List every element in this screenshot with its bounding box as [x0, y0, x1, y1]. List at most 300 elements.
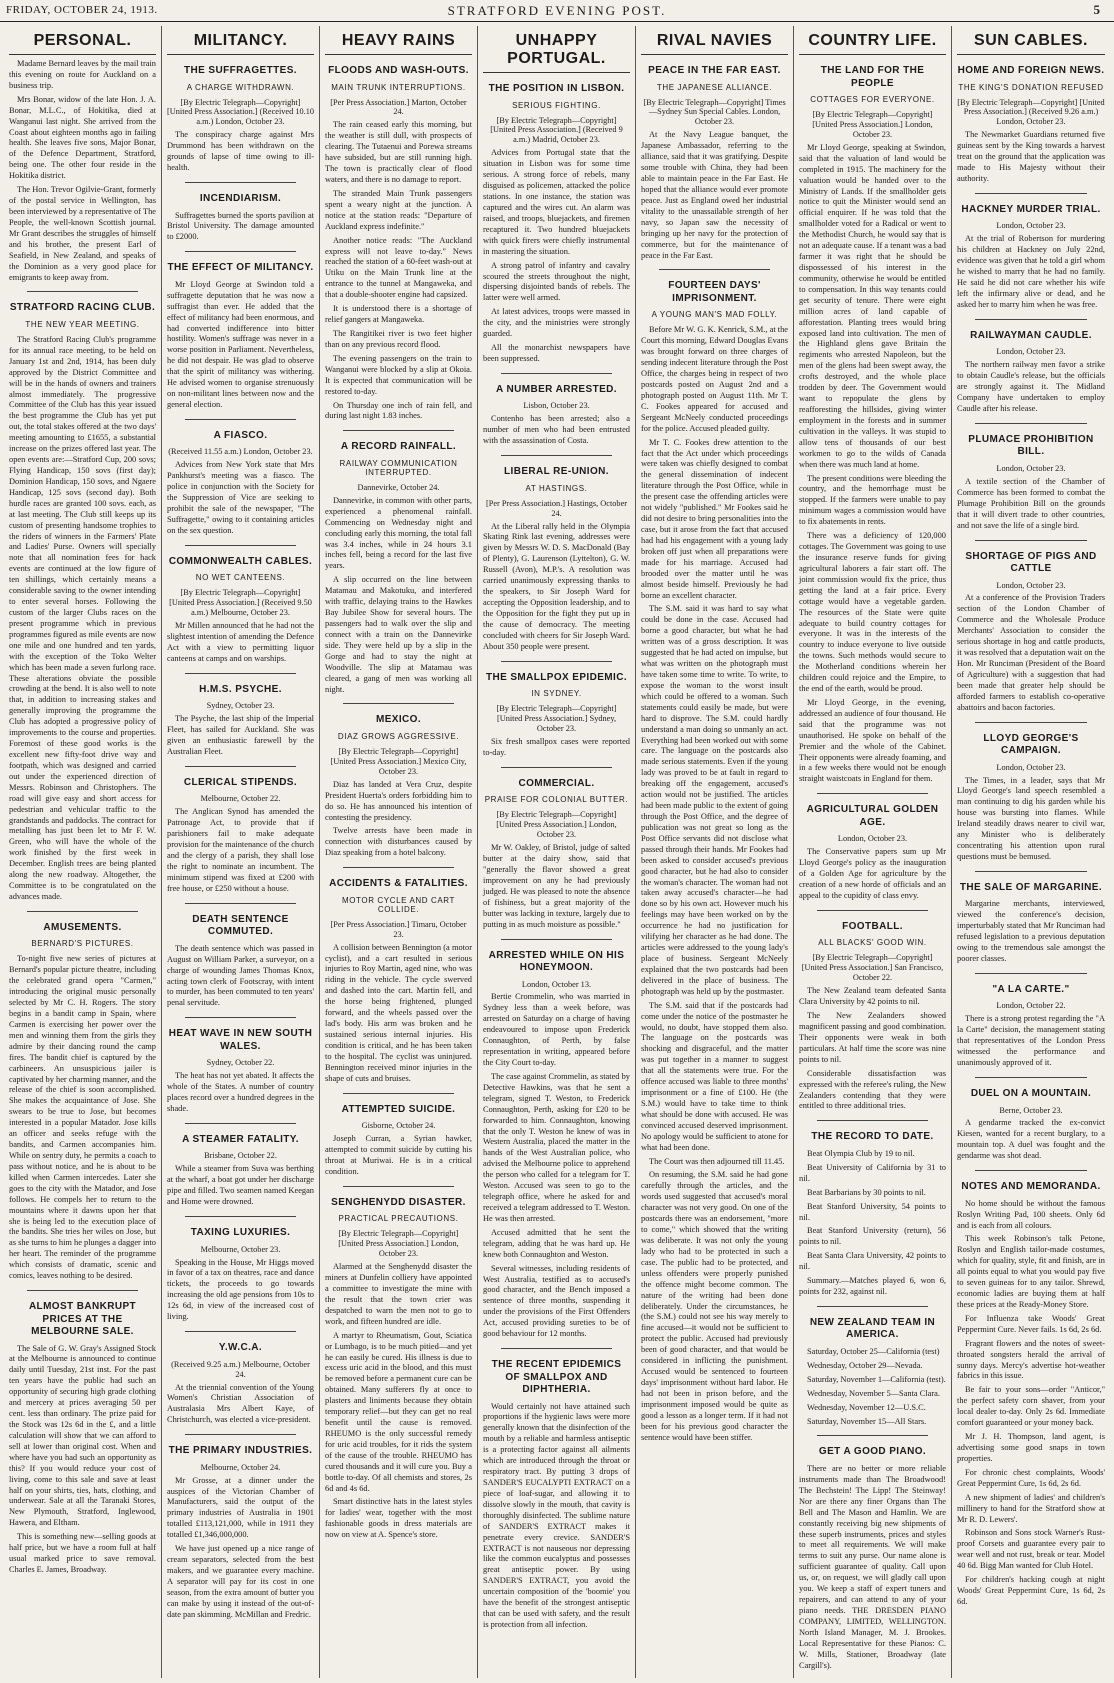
article-subtitle: THE JAPANESE ALLIANCE.	[656, 82, 773, 92]
article-title: COMMONWEALTH CABLES.	[168, 555, 313, 567]
article-paragraph: The evening passengers on the train to Wanganui were blocked by a slip at Okoia. It is expected that communication will be restored to-day.	[325, 353, 472, 396]
article-paragraph: Several witnesses, including residents of West Australia, testified as to accused's good character, and the Bench imposed a sentence of three months, suspending it under the provisions of the First Offenders Act, accused providing sureties to be of good behaviour for 12 months.	[483, 1263, 630, 1339]
article-dateline: London, October 23.	[996, 221, 1066, 231]
article-dateline: Melbourne, October 23.	[200, 1244, 281, 1254]
article-dateline: [By Electric Telegraph—Copyright] Times—Sydney Sun Special Cables. London, October 23.	[643, 97, 786, 127]
column-headline: SUN CABLES.	[957, 26, 1105, 55]
article-subtitle: THE KING'S DONATION REFUSED	[958, 82, 1104, 92]
column-7	[952, 26, 1110, 1678]
article-title: STRATFORD RACING CLUB.	[9, 302, 156, 314]
article-divider	[975, 722, 1087, 723]
article-title: Y.W.C.A.	[218, 1342, 263, 1354]
article	[483, 767, 630, 931]
article-divider	[27, 1290, 138, 1291]
article-title: H.M.S. PSYCHE.	[199, 683, 282, 695]
article-paragraph: Beat Barbarians by 30 points to nil.	[807, 1187, 926, 1197]
article	[799, 910, 946, 1113]
article	[325, 65, 472, 422]
article-dateline: London, October 23.	[837, 834, 908, 844]
article-subtitle: THE NEW YEAR MEETING.	[25, 319, 140, 329]
article-paragraph: Madame Bernard leaves by the mail train this evening on route for Auckland on a business trip.	[9, 59, 156, 90]
article-paragraph: This is something new—selling goods at half price, but we have a room full at half usual marked price to save removal. Charles E. James, Broadway.	[9, 1532, 156, 1574]
article-divider	[27, 911, 138, 912]
article-paragraph: The stranded Main Trunk passengers spent a weary night at the junction. A notice at the station reads: "Departure of Auckland express indefinite."	[325, 188, 472, 231]
article-title: COMMERCIAL.	[518, 777, 595, 789]
article-title: MEXICO.	[375, 714, 422, 726]
article-paragraph: Wednesday, November 12—U.S.C.	[807, 1402, 926, 1412]
article-divider	[185, 545, 296, 546]
article	[641, 269, 788, 1443]
article-paragraph: Advices from New York state that Mrs Pankhurst's meeting was a fiasco. The police in conjunction with the Society for the Suppression of Vice are seeking to prohibit the sale of the newspaper, "The Suffragette," owing to it containing articles on the sex question.	[167, 460, 314, 535]
article	[957, 1170, 1105, 1608]
article	[483, 373, 630, 447]
article-paragraph: The case against Crommelin, as stated by Detective Hawkins, was that he sent a telegram, signed T. Weston, to Frederick Connaughton, Perth, asking for £20 to be forwarded to him. Connaughton, knowing that the only T. Weston he knew of was in Western Australia, placed the matter in the hands of the West Australian police, who advised the Melbourne police to apprehend the person who called for a telegram for T. Weston. Accused was seen to go to the telegraph office, where he asked for and received a telegram addressed to T. Weston. He was then arrested.	[483, 1071, 630, 1223]
article	[957, 423, 1105, 532]
article-paragraph: There is a strong protest regarding the "A la Carte" decision, the management stating that representatives of the London Press witnessed the performance and unanimously approved of it.	[957, 1014, 1105, 1068]
article-paragraph: The rain ceased early this morning, but the weather is still dull, with prospects of clearing. The Tutaenui and Porewa streams have subsided, but are still running high. The town is practically clear of flood waters, and there is no damage to report.	[325, 120, 472, 185]
page-number: 5	[1093, 2, 1100, 17]
article	[9, 911, 156, 1282]
article-divider	[817, 1435, 928, 1436]
article-paragraph: The S.M. said it was hard to say what could be done in the case. Accused had borne a good character, but what he had written was of a gross description. It was suggested that he had acted on impulse, but what was written on the photograph must have taken some time to write. To write, to expose the woman to the worst insult which could be offered to a woman. Such statements could easily be made, but were hard to disprove. The S.M. could hardly understand a man doing so unmanly an act. Everything had been worked out with some care. The language on the postcards also made serious statements. Even if the young lady was proved to be at fault in regard to breaking off the engagement, accused's action would not be justified. The articles had been made public to the extent of going through the Post Office, and the degree of publication was not great so long as the Post Office servants did not disclose what passed through their hands. Mr Fookes had been asked to consider accused's previous good character, but he had also to consider the woman's character. The woman had not taken away accused's character—he had done so by his own act. However much his feelings may have been worked on by the occurrence he had no justification for vilifying her character as he had done. The articles were addressed to the young lady's place of business. Sergeant McNeely explained that the two postcards had been delivered in the place of business. The photograph was held up by the postmaster.	[641, 604, 788, 996]
article-subtitle: MAIN TRUNK INTERRUPTIONS.	[331, 82, 466, 92]
article	[799, 1435, 946, 1671]
article-dateline: [By Electric Telegraph—Copyright] [United Press Association.] (Received 9 a.m.) Madrid, October 23.	[490, 115, 623, 145]
article-paragraph: At the triennial convention of the Young Women's Christian Association of Australasia Mrs Albert Kaye, of Christchurch, was elected a vice-president.	[167, 1382, 314, 1425]
article-subtitle: A CHARGE WITHDRAWN.	[186, 82, 295, 92]
article-paragraph: The Anglican Synod has amended the Patronage Act, to provide that if parishioners fail to make adequate provision for the maintenance of the church and the clergy of a parish, they shall lose the right to nominate an incumbent. The minimum stipend was fixed at £200 with free house, or £250 without a house.	[167, 807, 314, 893]
article-paragraph: Before Mr W. G. K. Kenrick, S.M., at the Court this morning, Edward Douglas Evans was brought forward on three charges of sending indecent literature through the Post Office, the charges being in respect of two postcards posted on August 2nd and a photograph posted on August 11th. Mr T. C. Fookes appeared for accused and Sergeant McNeely conducted proceedings for the police. Accused pleaded guilty.	[641, 325, 788, 433]
article	[167, 65, 314, 174]
article-subtitle: BERNARD'S PICTURES.	[31, 939, 134, 949]
article-divider	[185, 1123, 296, 1124]
article-paragraph: Mr W. Oakley, of Bristol, judge of salted butter at the dairy show, said that "generally the flavor showed a great improvement on any he had previously judged. He was pleased to note the absence of fishiness, but a great majority of the butter was lacking in texture, largely due to putting in as much moisture as possible."	[483, 843, 630, 929]
article-divider	[185, 673, 296, 674]
article-dateline: [By Electric Telegraph—Copyright] [United Press Association.] Sydney, October 23.	[496, 704, 617, 733]
article	[167, 545, 314, 665]
article-divider	[975, 1077, 1087, 1078]
article-dateline: [By Electric Telegraph—Copyright] [United Press Association.] London, October 23.	[338, 1229, 459, 1259]
article-divider	[659, 269, 770, 270]
article	[483, 939, 630, 1341]
article-divider	[817, 1306, 928, 1307]
article	[167, 1017, 314, 1115]
article-title: HEAT WAVE IN NEW SOUTH WALES.	[168, 1028, 313, 1052]
article-title: CLERICAL STIPENDS.	[183, 776, 298, 788]
article	[9, 291, 156, 902]
article-title: SHORTAGE OF PIGS AND CATTLE	[965, 550, 1097, 574]
article-paragraph: This week Robinson's talk Petone, Roslyn and English tailor-made costumes, which for quality, style, fit and finish, are in all points equal to what you would pay five to seven guineas for to any tailor. Shrewd, economic ladies are buying them at half these prices at the Ready-Money Store.	[957, 1234, 1105, 1309]
article-title: A STEAMER FATALITY.	[182, 1133, 299, 1145]
article-paragraph: Be fair to your sons—order "Anticor," the perfect safety corn shaver, from your local dealer to-day. Only 2s 6d. Immediate comfort guaranteed or your money back.	[957, 1385, 1105, 1428]
article	[167, 1434, 314, 1620]
article-paragraph: The Stratford Racing Club's programme for its annual race meeting, to be held on January 1st and 2nd, 1914, has been duly approved by the District Committee and will be in the hands of owners and trainers almost immediately. The progressive Committee of the Club has this year issued the best programme the Club has yet put out, the total stakes offered at the two days' meeting amounting to £1655, a substantial increase on the prizes offered last year. The open events are:—Stratford Cup, 200 sovs; Flying Handicap, 150 sovs (first day); Dominion Handicap, 150 sovs, and Ngaere Handicap, 125 sovs (second day). Both hurdle races are granted 100 sovs. each, as at last meeting. The Club still keeps up its custom of presenting handsome trophies to the riders of winners in the Farmers' Plate and Ladies' Purse. Owners will specially note that all nomination fees for hack events are continued at the low figure of ten shillings, which certainly means a considerable saving to the owner intending to enter several horses. Following the custom of the larger Clubs races on the present programme which in previous programmes figured as mile events are now one mile and one hundred and ten yards, with the exception of the Toko Welter which has been made a seven furlong race. These alterations obviate the possible crowding at the bend. It is also well to note that, in addition to increasing stakes and generally improving the programme the Club has adopted a progressive policy of improvements to the course and properties. Foremost of these good works is the excellent new fifty-foot drive way and footpath, which was designed and carried out under the experienced direction of Messrs. Robinson and Christophers. The road will give easy and short access for pedestrian and vehicular traffic to the grandstands and paddocks. The contract for metalling has just been let to Mr F. W. Green, who will have the whole of the work finished by the first week in December. English trees are being planted along the new roadway. Altogether, the Committee is to be congratulated on the advances made.	[9, 334, 156, 901]
article-paragraph: There are no better or more reliable instruments made than The Broadwood! The Bechstein! The Lipp! The Steinway! Nor are there any finer Organs than The Bell and The Mason and Hamlin. We are constantly receiving big new shipments of these superb instruments, prices and styles to meet all requirements. We will make terms to suit any purse. Our name alone is sufficient guarantee of quality. Call upon us, or, on request, we will gladly call upon you. We keep a staff of expert tuners and repairers, and can attend to any of your piano needs. THE DRESDEN PIANO COMPANY, LIMITED, WELLINGTON. North Island Manager, M. J. Brookes. Local Representative for these Pianos: C. W. Mills, Stationer, Broadway (late Cargill's).	[799, 1463, 946, 1670]
article-divider	[27, 291, 138, 292]
article	[167, 182, 314, 243]
article-title: FOOTBALL.	[842, 920, 903, 932]
article-paragraph: Mr Millen announced that he had not the slightest intention of amending the Defence Act with a view to permitting liquor canteens at camps and on warships.	[167, 621, 314, 663]
article-title: THE RECENT EPIDEMICS OF SMALLPOX AND DIPHTHERIA.	[491, 1359, 622, 1396]
article-dateline: Melbourne, October 22.	[200, 794, 281, 804]
article-paragraph: Margarine merchants, interviewed, viewed the conference's decision, imperturbably stated that Mr Runciman had refused legislation to a previous deputation owing to the tremendous sale amongst the poorer classes.	[957, 899, 1105, 964]
article-paragraph: A collision between Bennington (a motor cyclist), and a cart resulted in serious injuries to Roy Martin, aged nine, who was riding in the vehicle. The cycle swerved and dashed into the cart. Martin fell, and the horse being frightened, plunged forward, and the wheels passed over the lad's body. His arm was broken and he sustained serious internal injuries. His condition is critical, and he has been taken to the hospital. The cyclist was uninjured. Bennington received minor injuries in the shape of cuts and bruises.	[325, 942, 472, 1083]
article-paragraph: Beat Stanford University (return), 56 points to nil.	[799, 1226, 946, 1247]
column-headline: RIVAL NAVIES	[641, 26, 788, 55]
column-headline: UNHAPPY PORTUGAL.	[483, 26, 630, 73]
article-paragraph: The S.M. said that if the postcards had come under the notice of the postmaster he would, no doubt, have stopped them also. The language on the postcards was shocking and disgraceful, and the matter was put together in a manner to suggest that all the statements were true. For the offence accused was liable to three months' imprisonment or a fine of £100. He (the S.M.) would have to take time to think what should be done with accused. He was convinced accused deserved imprisonment. No apology would be sufficient to atone for what had been done.	[641, 1000, 788, 1152]
article-divider	[501, 939, 612, 940]
article	[483, 661, 630, 759]
article-divider	[343, 430, 454, 431]
article-title: THE LAND FOR THE PEOPLE	[820, 65, 925, 89]
article-paragraph: The Sale of G. W. Gray's Assigned Stock at the Melbourne is announced to continue daily until Tuesday, 21st inst. For the past ten years have the public had such an opportunity of securing high grade clothing and mercery at prices averaging 50 per cent. less than ordinary. The prize paid for the Stock was 12s 6d in the £, and a little calculation will show that we can afford to sell at lower than original cost. When and where have you had such an opportunity as this? If you would reduce your cost of living, come to this sale and save at least half on your shirts, ties, hats, clothing, and underwear. Sale at all the Taranaki Stores, New Plymouth, Stratford, Inglewood, Hawera, and Eltham.	[9, 1343, 156, 1528]
article-title: LLOYD GEORGE'S CAMPAIGN.	[983, 732, 1079, 757]
article-paragraph: At the Liberal rally held in the Olympia Skating Rink last evening, addresses were given by Messrs W. D. S. MacDonald (Bay of Plenty), G. Laurenson (Lyttelton), G. W. Russell (Avon), M.P.'s. A resolution was carried unanimously expressing thanks to the speakers, to Sir Joseph Ward for accepting the Opposition leadership, and to the Opposition for the fight they put up in the cause of democracy. The meeting concluded with cheers for Sir Joseph Ward. About 350 people were present.	[483, 521, 630, 651]
article-dateline: [Per Press Association.] Hastings, October 24.	[485, 498, 628, 518]
column-6	[794, 26, 952, 1678]
article-title: DUEL ON A MOUNTAIN.	[970, 1088, 1092, 1100]
article-title: FLOODS AND WASH-OUTS.	[328, 65, 469, 76]
article-dateline: [By Electric Telegraph—Copyright] [United Press Association.] Mexico City, October 23.	[330, 746, 467, 776]
article-paragraph: Advices from Portugal state that the situation in Lisbon was for some time serious. A strong force of rebels, many disguised as policemen, attacked the police stations. In one instance, the station was captured and the wires cut. An alarm was raised, and troops, bluejackets, and firemen recaptured it. Two hundred bluejackets with quick firers were chiefly instrumental in mastering the situation.	[483, 148, 630, 256]
article-title: INCENDIARISM.	[199, 193, 282, 205]
article-paragraph: Robinson and Sons stock Warner's Rust-proof Corsets and guarantee every pair to wear well and not rust, break or tear. Model 40 6d. Bigg Man wanted for Club Hotel.	[957, 1528, 1105, 1571]
article-title: A NUMBER ARRESTED.	[496, 383, 617, 395]
article-paragraph: Mrs Bonar, widow of the late Hon. J. A. Bonar, M.L.C., of Hokitika, died at Wanganui last night. She arrived from the Coast about eighteen months ago in failing health. She leaves five sons, Major Bonar, of the Defence Department, Stratford, being one. The other four reside in the Hokitika district.	[9, 94, 156, 181]
article-paragraph: Summary.—Matches played 6, won 6, points for 232, against nil.	[799, 1276, 946, 1297]
article	[483, 1348, 630, 1631]
article-title: THE RECORD TO DATE.	[811, 1131, 934, 1143]
article-subtitle: IN SYDNEY.	[531, 689, 582, 699]
article-divider	[185, 1216, 296, 1217]
article-dateline: Gisborne, October 24.	[361, 1121, 436, 1131]
article	[799, 1120, 946, 1298]
article-paragraph: Bertie Crommelin, who was married in Sydney less than a week before, was arrested on Saturday on a charge of having endeavoured to impose upon Frederick Connaughton, of Perth, by false representation in writing, appeared before the City Court to-day.	[483, 992, 630, 1067]
article-paragraph: All the monarchist newspapers have been suppressed.	[483, 343, 630, 363]
article-paragraph: The Court was then adjourned till 11.45.	[649, 1156, 785, 1166]
article-divider	[975, 319, 1087, 320]
article-title: THE PRIMARY INDUSTRIES.	[168, 1445, 313, 1457]
article	[957, 319, 1105, 415]
article-paragraph: For Influenza take Woods' Great Peppermint Cure. Never fails. 1s 6d, 2s 6d.	[957, 1313, 1105, 1334]
article	[799, 793, 946, 902]
article-divider	[817, 793, 928, 794]
article	[957, 193, 1105, 311]
article-dateline: [Per Press Association.] Marton, October 24.	[330, 97, 467, 117]
article-subtitle: PRAISE FOR COLONIAL BUTTER.	[484, 795, 629, 805]
article-dateline: London, October 23.	[996, 463, 1066, 473]
article-title: ALMOST BANKRUPT PRICES AT THE MELBOURNE SALE.	[28, 1301, 137, 1338]
article-title: THE SUFFRAGETTES.	[184, 65, 297, 76]
article	[799, 1306, 946, 1428]
article-dateline: London, October 23.	[996, 762, 1066, 772]
article-divider	[817, 910, 928, 911]
article-subtitle: MOTOR CYCLE AND CART COLLIDE.	[341, 895, 456, 914]
article	[167, 419, 314, 537]
article-title: ATTEMPTED SUICIDE.	[341, 1103, 456, 1115]
article	[325, 430, 472, 695]
article-paragraph: Mr Lloyd George, in the evening, addressed an audience of four thousand. He said that the programme was not unauthorised. He spoke on behalf of the Premier and the whole of the Cabinet. Their opponents were already foaming, and in a few weeks there would not be enough straight waistcoats in England for them.	[799, 697, 946, 784]
article-paragraph: The present conditions were bleeding the country, and the hemorrhage must be stopped. If the farmers were unable to pay minimum wages a commission would have to fix abatements in rents.	[799, 473, 946, 527]
column-headline: MILITANCY.	[167, 26, 314, 55]
article-paragraph: Fragrant flowers and the notes of sweet-throated songsters herald the arrival of sunny days. Mercy's advertise hot-weather fabrics in this issue.	[957, 1338, 1105, 1381]
article-paragraph: Considerable dissatisfaction was expressed with the referee's ruling, the New Zealanders contending that they were entitled to three additional tries.	[799, 1068, 946, 1111]
article-divider	[817, 1120, 928, 1121]
article	[325, 703, 472, 859]
article-paragraph: At a conference of the Provision Traders section of the London Chamber of Commerce and the Wholesale Produce Merchants' Association to consider the serious shortage in hog and cattle products, it was resolved that a deputation wait on the Hon. Mr Runciman (President of the Board of Agriculture) with a suggestion that had been made that greater help should be afforded farmers to establish co-operative abattoirs and bacon factories.	[957, 593, 1105, 712]
article-dateline: [Per Press Association.] Timaru, October 23.	[330, 919, 467, 939]
article	[9, 1290, 156, 1576]
article	[799, 65, 946, 785]
article-dateline: Sydney, October 23.	[206, 701, 275, 711]
article-dateline: [By Electric Telegraph—Copyright] [United Press Association.] (Received 10.10 a.m.) London, October 23.	[167, 97, 315, 127]
article-divider	[343, 1093, 454, 1094]
article-paragraph: The Psyche, the last ship of the Imperial Fleet, has sailed for Auckland. She was given an enthusiastic farewell by the Australian Fleet.	[167, 714, 314, 757]
article	[167, 1331, 314, 1426]
article-paragraph: There was a deficiency of 120,000 cottages. The Government was going to use the insurance reserve funds for giving agricultural laborers a fair start off. The joint commission would fix the price, thus getting the land at a fair price. Every cottage would have a vegetable garden. The resources of the State were quite adequate to build country cottages for everyone. It was in the interests of the country to induce everyone to live outside the towns. Such methods would secure to the Motherland conditions wherein her children could rejoice and the Empire, to the end of the earth, would be proud.	[799, 531, 946, 694]
article-divider	[185, 1331, 296, 1332]
article-title: THE EFFECT OF MILITANCY.	[167, 262, 314, 274]
article	[167, 1216, 314, 1323]
article-paragraph: The New Zealanders showed magnificent passing and good combination. Their opponents were weak in both particulars. At half time the score was nine points to nil.	[799, 1011, 946, 1064]
article-divider	[501, 1348, 612, 1349]
article-dateline: (Received 11.55 a.m.) London, October 23.	[168, 447, 313, 457]
article-title: "A LA CARTE."	[992, 983, 1070, 995]
article-dateline: [By Electric Telegraph—Copyright] [United Press Association.] (Received 9.26 a.m.) London, October 23.	[957, 97, 1105, 127]
article-dateline: [By Electric Telegraph—Copyright] [United Press Association.] San Francisco, October 22.	[801, 953, 944, 983]
article-paragraph: A new shipment of ladies' and children's millinery to hand for the Stratford show at Mr R. D. Lewers'.	[957, 1492, 1105, 1524]
article-subtitle: COTTAGES FOR EVERYONE.	[810, 95, 935, 104]
article-divider	[185, 766, 296, 767]
article	[957, 540, 1105, 714]
article-paragraph: The New Zealand team defeated Santa Clara University by 42 points to nil.	[799, 986, 946, 1007]
article-paragraph: On Thursday one inch of rain fell, and during last night 1.83 inches.	[325, 400, 472, 421]
article-dateline: London, October 22.	[996, 1001, 1066, 1011]
article-paragraph: The Times, in a leader, says that Mr Lloyd George's land speech resembled a man continuing to dig his garden while his house was bursting into flames. While Ireland steadily draws nearer to civil war, any Minister who is deliberately concentrating his attention upon rural questions must be bemused.	[957, 775, 1105, 861]
column-headline: PERSONAL.	[9, 26, 156, 55]
article-paragraph: A slip occurred on the line between Matamau and Makotuku, and interfered with traffic, delaying trains to the Hawkes Bay Jubilee Show for several hours. The passengers had to walk over the slip and connect with a train on the Dannevirke side. They were held up by a slip in the Gorge and had to stay the night at Woodville. The slip at Matamau was cleared, a gang of men was working all night.	[325, 575, 472, 694]
article-paragraph: Dannevirke, in common with other parts, experienced a phenomenal rainfall. Commencing on Wednesday night and concluding early this morning, the total fall was 3.4 inches, while in 24 hours 3.1 inches fell, being a record for the last five years.	[325, 495, 472, 571]
article-divider	[185, 182, 296, 183]
article-dateline: Berne, October 23.	[999, 1105, 1063, 1115]
article	[325, 1093, 472, 1178]
article	[957, 1077, 1105, 1162]
article-divider	[501, 661, 612, 662]
article-divider	[185, 251, 296, 252]
article-title: FOURTEEN DAYS' IMPRISONMENT.	[668, 280, 761, 304]
article-title: A FIASCO.	[213, 429, 268, 441]
article-divider	[185, 903, 296, 904]
article-paragraph: Accused admitted that he sent the telegram, adding that he was hard up. He knew both Connaughton and Weston.	[483, 1227, 630, 1259]
article-divider	[975, 540, 1087, 541]
article-paragraph: At the trial of Robertson for murdering his children at Hackney on July 22nd, evidence was given that he told a girl whom he wished to marry that he had no family. He said he did not care whether his wife left the infirmary alive or dead, and he asked her to marry him when he was free.	[957, 234, 1105, 309]
article-paragraph: Mr Lloyd George at Swindon told a suffragette deputation that he was now a suffragist than ever. He added that the effect of militancy had been enormous, and had converted indifference into bitter hostility. Women's suffrage was never in a worse position in Parliament. Nevertheless, he did not despair. He was glad to observe that the spirit of militancy was withering. He advised women to organise strenuously on non-militant lines between now and the general election.	[167, 279, 314, 409]
article-paragraph: Smart distinctive hats in the latest styles for ladies' wear, together with the most fashionable goods in dress materials are now on view at A. Spence's store.	[325, 1497, 472, 1540]
article	[641, 65, 788, 261]
article-paragraph: The Rangitikei river is two feet higher than on any previous record flood.	[325, 329, 472, 349]
article-subtitle: PRACTICAL PRECAUTIONS.	[338, 1214, 459, 1224]
article-divider	[501, 373, 612, 374]
article-dateline: [By Electric Telegraph—Copyright] [United Press Association.] (Received 9.50 a.m.) Melbourne, October 23.	[169, 588, 312, 618]
masthead-title: STRATFORD EVENING POST.	[447, 3, 667, 18]
article-paragraph: The conspiracy charge against Mrs Drummond has been withdrawn on the grounds of lapse of time owing to ill-health.	[167, 130, 314, 173]
article-title: AGRICULTURAL GOLDEN AGE.	[806, 804, 939, 828]
article-title: NEW ZEALAND TEAM IN AMERICA.	[809, 1316, 936, 1341]
article-paragraph: Beat University of California by 31 to nil.	[799, 1162, 946, 1183]
article-title: PLUMACE PROHIBITION BILL.	[968, 433, 1094, 458]
article-title: TAXING LUXURIES.	[190, 1227, 291, 1239]
article-dateline: [By Electric Telegraph—Copyright] [United Press Association.] London, October 23.	[496, 810, 617, 840]
article-title: AMUSEMENTS.	[43, 921, 122, 933]
article-paragraph: Beat Olympia Club by 19 to nil.	[807, 1148, 915, 1158]
article-paragraph: Wednesday, October 29—Nevada.	[807, 1360, 923, 1370]
article-paragraph: Another notice reads: "The Auckland express will not leave to-day." News reached the station of a 60-feet wash-out at Utiku on the Main Trunk line at the entrance to the tunnel at Mangaweka, and that a double-shooter engine had capsized.	[325, 235, 472, 300]
article-paragraph: Would certainly not have attained such proportions if the hygienic laws were more generally known that the disinfection of the mouth by a reliable and harmless antiseptic is a protecting factor against all ailments which are introduced through the throat or respiratory tract. By putting 3 drops of SANDER'S EUCALYPTI EXTRACT on a piece of loaf-sugar, and allowing it to dissolve slowly in the mouth, that cavity is thoroughly disinfected. The sublime nature of SANDER'S EXTRACT makes it penetrate every crevice. SANDER'S EXTRACT is not nauseous nor depressing like the common eucalyptus and possesses great antiseptic power. By using SANDER'S EXTRACT, you avoid the uncertain composition of the 'boomie' you have the benefit of the strongest antiseptic that can be used with safety, and the result is protection from all infection.	[483, 1401, 630, 1629]
article	[325, 867, 472, 1084]
article-title: A RECORD RAINFALL.	[340, 441, 457, 453]
article-divider	[501, 767, 612, 768]
article-divider	[975, 1170, 1087, 1171]
article-subtitle: AT HASTINGS.	[525, 483, 588, 493]
article-dateline: Melbourne, October 24.	[200, 1462, 281, 1472]
article	[483, 455, 630, 652]
article-paragraph: Wednesday, November 5—Santa Clara.	[807, 1388, 940, 1398]
article-paragraph: Beat Stanford University, 54 points to nil.	[799, 1201, 946, 1222]
article-paragraph: The Conservative papers sum up Mr Lloyd George's policy as the inauguration of a Golden Age for agriculture by the creation of a new horde of officials and an appeal to the cupidity of class envy.	[799, 847, 946, 900]
article	[483, 83, 630, 365]
article-paragraph: To-night five new series of pictures at Bernard's popular picture theatre, including the celebrated grand opera "Carmen," introducing the original music personally selected by Mr C. H. Rogers. The story begins in a bandit camp in Spain, where Carmen is exercising her power over the men and winning them from the girls they admire by their dancing round the camp fires. The bandit chief is captured by the carbineers. An unsuspicious jailer is captivated by her charming manner, and the release of the chief is soon accomplished. She makes the acquaintance of Jose. She swears to be true to Jose, but becomes interested in a popular Matador. Jose kills an officer and seeks refuge with the bandits, and Carmen accompanies him. While on sentry duty, he permits a coach to pass without notice, and he is about to be killed when Carmen intercedes. Later she goes to the city with the Matador, and Jose follows. He compels her to return to the mountains where it dawns upon her that she is being led to the execution place of the bandits. She tries her wiles on Jose, but as she turns to him he plunges a dagger into her heart. The reminder of the programme which consists of dramatic, scenic and comics, leaves nothing to be desired.	[9, 954, 156, 1281]
article-title: SENGHENYDD DISASTER.	[331, 1196, 466, 1208]
article-title: THE SALE OF MARGARINE.	[959, 881, 1103, 893]
article-paragraph: For chronic chest complaints, Woods' Great Peppermint Cure, 1s 6d, 2s 6d.	[957, 1467, 1105, 1488]
article-paragraph: We have just opened up a nice range of cream separators, selected from the best makers, and we guarantee every machine. A separator will pay for its cost in one season, from the extra amount of butter you can make by using it instead of the out-of-date pan skimming. McMillan and Fredric.	[167, 1544, 314, 1619]
article-subtitle: SERIOUS FIGHTING.	[512, 100, 601, 110]
article-title: NOTES AND MEMORANDA.	[961, 1181, 1101, 1193]
article-divider	[343, 1186, 454, 1187]
article-subtitle: NO WET CANTEENS.	[195, 573, 286, 583]
article-title: THE POSITION IN LISBON.	[488, 83, 625, 94]
article-dateline: London, October 13.	[521, 979, 592, 989]
article	[167, 766, 314, 895]
article-divider	[975, 193, 1087, 194]
article-dateline: Sydney, October 22.	[206, 1058, 275, 1068]
article-title: LIBERAL RE-UNION.	[504, 466, 609, 478]
article-paragraph: Saturday, November 15—All Stars.	[807, 1416, 927, 1426]
article-paragraph: Joseph Curran, a Syrian hawker, attempted to commit suicide by cutting his throat at Muriwai. He is in a critical condition.	[325, 1134, 472, 1176]
article-title: HOME AND FOREIGN NEWS.	[957, 65, 1105, 76]
article-title: THE SMALLPOX EPIDEMIC.	[485, 671, 628, 683]
article-paragraph: It is understood there is a shortage of relief gangers at Mangaweka.	[325, 304, 472, 325]
article-paragraph: At the Navy League banquet, the Japanese Ambassador, referring to the alliance, said that it was gratifying. Despite some trouble with China, they had been able to maintain peace in the Far East. He hoped that the alliance would ever promote peace. Just as England owed her industrial vitality to the unassailable strength of her navy, so Japan saw the necessity of bringing up her navy for the protection of commerce, but for the maintenance of peace in the Far East.	[641, 130, 788, 260]
article-paragraph: Six fresh smallpox cases were reported to-day.	[483, 736, 630, 757]
article-subtitle: ALL BLACKS' GOOD WIN.	[818, 938, 927, 948]
article-paragraph: The Newmarket Guardians returned five guineas sent by the King towards a harvest treat on the ground that the application was made to His Majesty without their authority.	[957, 130, 1105, 184]
article-dateline: (Received 9.25 a.m.) Melbourne, October 24.	[171, 1359, 310, 1379]
article-paragraph: A textile section of the Chamber of Commerce has been formed to combat the Plumage Prohibition Bill on the grounds that it will divert trade to other countries, and not save the life of a single bird.	[957, 476, 1105, 530]
article-paragraph: The northern railway men favor a strike to obtain Caudle's release, but the officials are strongly against it. The Midland Company have undertaken to employ Caudle after his release.	[957, 360, 1105, 414]
article-paragraph: The heat has not yet abated. It affects the whole of the States. A number of country places record over a hundred degrees in the shade.	[167, 1071, 314, 1114]
article-divider	[185, 1434, 296, 1435]
column-1	[4, 26, 162, 1678]
article-divider	[975, 871, 1087, 872]
column-2	[162, 26, 320, 1678]
article-dateline: Brisbane, October 22.	[204, 1151, 277, 1161]
article-paragraph: Diaz has landed at Vera Cruz, despite President Huerta's orders forbidding him to do so. He has announced his intention of contesting the presidency.	[325, 779, 472, 822]
article-paragraph: Mr J. H. Thompson, land agent, is advertising some good snaps in town properties.	[957, 1432, 1105, 1463]
article	[167, 673, 314, 758]
article-title: PEACE IN THE FAR EAST.	[648, 65, 781, 76]
article-divider	[501, 455, 612, 456]
article	[957, 973, 1105, 1069]
article-paragraph: The death sentence which was passed in August on William Parker, a surveyor, on a charge of wounding James Thomas Knox, acting town clerk of Footscray, with intent to murder, has been commuted to ten years' penal servitude.	[167, 943, 314, 1008]
article	[325, 1186, 472, 1541]
article	[957, 871, 1105, 965]
article	[957, 65, 1105, 185]
article-divider	[975, 423, 1087, 424]
article-title: ARRESTED WHILE ON HIS HONEYMOON.	[488, 949, 625, 973]
article-paragraph: Mr Grosse, at a dinner under the auspices of the Victorian Chamber of Manufacturers, said the output of the primary industries of Australia in 1901 totalled £113,121,000, while in 1911 they totalled £1,346,000,000.	[167, 1475, 314, 1540]
article	[957, 722, 1105, 863]
masthead-date: FRIDAY, OCTOBER 24, 1913.	[6, 4, 158, 16]
article-paragraph: While a steamer from Suva was berthing at the wharf, a boat got under her discharge pipe and filled. Two seamen named Keegan and Home were drowned.	[167, 1164, 314, 1207]
column-4	[478, 26, 636, 1678]
article-dateline: [By Electric Telegraph—Copyright] [United Press Association.] London, October 23.	[812, 110, 933, 139]
article-title: RAILWAYMAN CAUDLE.	[970, 329, 1092, 341]
article-divider	[185, 1017, 296, 1018]
article-title: HACKNEY MURDER TRIAL.	[961, 203, 1101, 215]
article-paragraph: On resuming, the S.M. said he had gone carefully through the articles, and the words used suggested that accused's moral character was not very good. On one of the postcards there was an endorsement, "more to come," which showed that the writing was deliberate. It was not only the young lady who had to be protected in such a case. The public had to be protected, and unless offenders were properly punished the offence might become common. The nature of the writing had been done deliberately. Under the circumstances, he (the S.M.) could not see his way merely to fine accused—it would not be sufficient to protect the public. Accused had previously been of good character, and that would be considered in inflicting the punishment. Accused would be sentenced to fourteen days' imprisonment without hard labor. He had not been in prison before, and the imprisonment imposed would be quite as good a lesson as a longer term. If it had not been for his previous good character the sentence would have been stiffer.	[641, 1170, 788, 1442]
article	[167, 1123, 314, 1208]
article-divider	[185, 419, 296, 420]
article-paragraph: A strong patrol of infantry and cavalry scoured the streets throughout the night, dispersing disjointed bands of rebels. The latter were well armed.	[483, 260, 630, 303]
article-subtitle: A YOUNG MAN'S MAD FOLLY.	[651, 310, 778, 320]
article-paragraph: Twelve arrests have been made in connection with disturbances caused by Diaz speaking from a hotel balcony.	[325, 826, 472, 858]
article	[167, 903, 314, 1010]
article-dateline: London, October 23.	[996, 347, 1066, 357]
article-subtitle: DIAZ GROWS AGGRESSIVE.	[337, 731, 460, 741]
article-paragraph: Saturday, November 1—California (test).	[807, 1374, 946, 1384]
article-paragraph: A martyr to Rheumatism, Gout, Sciatica or Lumbago, is to be much pitied—and yet he can easily be cured. His illness is due to excess uric acid in the blood, and this must be removed before a permanent cure can be obtained. Many sufferers fly at once to plasters and liniments because they obtain temporary relief—but they can get no real benefit until the cause is removed. RHEUMO is the only successful remedy for uric acid troubles, for it rids the system of the cause of the trouble. RHEUMO has cured thousands and it will cure you. Buy a bottle to-day. Of all chemists and stores, 2s 6d and 4s 6d.	[325, 1330, 472, 1493]
article-paragraph: Speaking in the House, Mr Higgs moved in favor of a tax on theatres, race and dance tickets, the proceeds to go towards increasing the old age pensions from 10s to 12s 6d, in view of the increased cost of living.	[167, 1257, 314, 1322]
column-headline: HEAVY RAINS	[325, 26, 472, 55]
article-paragraph: Saturday, October 25—California (test)	[807, 1346, 940, 1356]
article-title: ACCIDENTS & FATALITIES.	[329, 878, 468, 890]
article	[9, 59, 156, 283]
column-5	[636, 26, 794, 1678]
article-divider	[975, 973, 1087, 974]
article	[167, 251, 314, 411]
article-dateline: Dannevirke, October 24.	[357, 482, 440, 492]
article-paragraph: Suffragettes burned the sports pavilion at Bristol University. The damage amounted to £2000.	[167, 210, 314, 242]
article-divider	[343, 867, 454, 868]
article-subtitle: RAILWAY COMMUNICATION INTERRUPTED.	[339, 458, 458, 477]
article-dateline: Lisbon, October 23.	[523, 401, 590, 411]
column-3	[320, 26, 478, 1678]
article-paragraph: Mr Lloyd George, speaking at Swindon, said that the valuation of land would be completed in 1915. The machinery for the valuation would be handed over to the Ministry of Lands. If the smallholder gets notice to quit the Minister would send an official enquirer. If he was told that the smallholder voted for a Radical or went to the Methodist Church, he would say that is not an adequate cause. If a tenant was a bad farmer it was right that he should be dispossessed of his interest in the community, otherwise he would be entitled to compensation. In this way tenants could get security of tenure. There were eight million acres of land capable of afforestation. Planting trees would bring exposed land into cultivation. The men of the Highland glens gave Britain the regiments who arrested Napoleon, but the men of the glens had been swept away, the crofts destroyed, and the whole place trodden by deer. The Government would want to repopulate the glens by reafforesting the hillsides, giving winter employment in the forests and in summer cultivation in the valleys. It was stupid to allow tens of thousands of our best workmen to go to the wilds of Canada when there was much land at home.	[799, 142, 946, 469]
article-paragraph: Alarmed at the Senghenydd disaster the miners at Dunfelin colliery have appointed a committee to investigate the mine with the result that the town crier was despatched to warn the men not to go to work, and fifteen hundred are idle.	[325, 1262, 472, 1326]
article-title: GET A GOOD PIANO.	[818, 1446, 927, 1458]
article-paragraph: At latest advices, troops were massed in the city, and the ministries were strongly guarded.	[483, 307, 630, 339]
article-paragraph: Beat Santa Clara University, 42 points to nil.	[799, 1251, 946, 1272]
article-paragraph: Contenho has been arrested; also a number of men who had been entrusted with the assassination of Costa.	[483, 414, 630, 446]
article-paragraph: A gendarme tracked the ex-convict Kiesen, wanted for a recent burglary, to a mountain top. A duel was fought and the gendarme was shot dead.	[957, 1118, 1105, 1161]
column-headline: COUNTRY LIFE.	[799, 26, 946, 55]
article-title: DEATH SENTENCE COMMUTED.	[192, 913, 289, 938]
article-paragraph: The Hon. Trevor Ogilvie-Grant, formerly of the postal service in Wellington, has been interviewed by a representative of The People, the well-known Scottish journal. Mr Grant describes the struggles of himself and his brother, the present Earl of Seafield, in New Zealand, and speaks of the Dominion as a very good place for emigrants to keep away from.	[9, 185, 156, 282]
article-paragraph: For children's hacking cough at night Woods' Great Peppermint Cure, 1s 6d, 2s 6d.	[957, 1575, 1105, 1606]
newspaper-columns	[4, 26, 1110, 1678]
